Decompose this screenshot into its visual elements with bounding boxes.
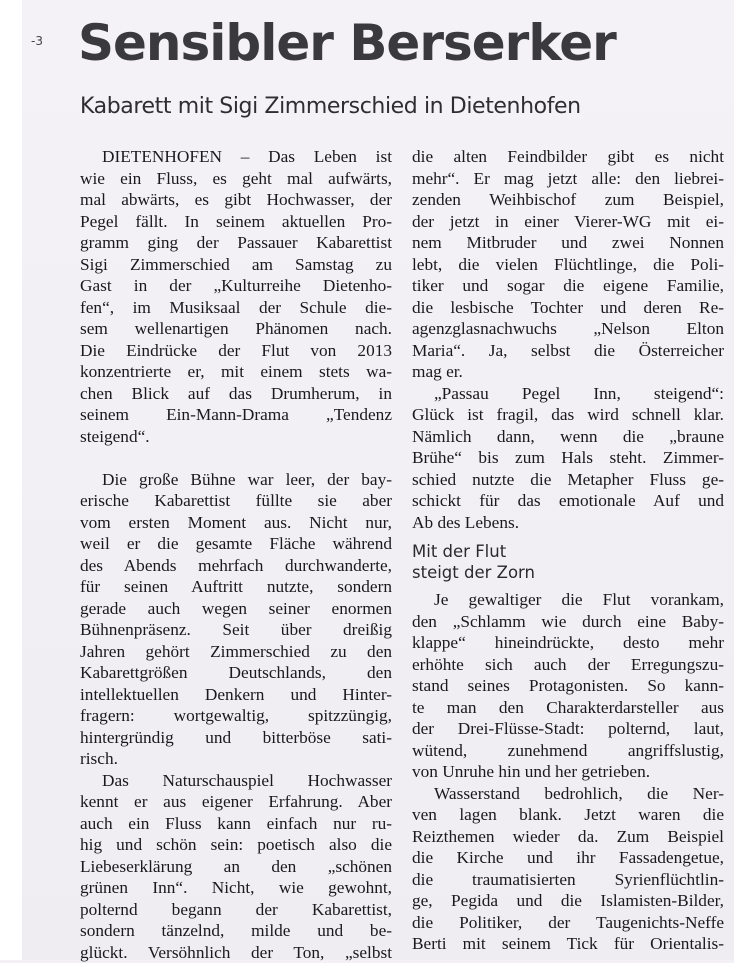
subheadline: Kabarett mit Sigi Zimmerschied in Dietenhofen [80,94,581,119]
text-line: von Unruhe hin und her getrieben. [412,761,724,783]
text-line: mal abwärts, es gibt Hochwasser, der [80,189,392,211]
text-line: intellektuellen Denkern und Hinter- [80,684,392,706]
text-line: weil er die gesamte Fläche während [80,533,392,555]
paragraph [412,383,724,534]
text-line: seinem Ein-Mann-Drama „Tendenz [80,404,392,426]
text-line: DIETENHOFEN – Das Leben ist [80,146,392,168]
subheading [412,541,724,583]
text-line: der jetzt in einer Vierer-WG mit ei- [412,211,724,233]
text-line: des Abends mehrfach durchwanderte, [80,555,392,577]
text-line: sem wellenartigen Phänomen nach. [80,318,392,340]
text-line: steigend“. [80,426,392,448]
text-line: Die große Bühne war leer, der bay- [80,469,392,491]
text-line: für seinen Auftritt nutzte, sondern [80,576,392,598]
text-line: mehr“. Er mag jetzt alle: den liebrei- [412,168,724,190]
text-line: die Kirche und ihr Fassadengetue, [412,847,724,869]
text-line: wie ein Fluss, es geht mal aufwärts, [80,168,392,190]
text-line: Berti mit seinem Tick für Orientalis- [412,933,724,955]
text-line: Reizthemen wieder da. Zum Beispiel [412,826,724,848]
text-line: Bühnenpräsenz. Seit über dreißig [80,619,392,641]
text-line: agenzglasnachwuchs „Nelson Elton [412,318,724,340]
text-line: die alten Feindbilder gibt es nicht [412,146,724,168]
text-line: Wasserstand bedrohlich, die Ner- [412,783,724,805]
text-line: Sigi Zimmerschied am Samstag zu [80,254,392,276]
text-line: Kabarettgrößen Deutschlands, den [80,662,392,684]
text-line: gramm ging der Passauer Kabarettist [80,232,392,254]
text-line: Die Eindrücke der Flut von 2013 [80,340,392,362]
paragraph [80,770,392,963]
text-line: Nämlich dann, wenn die „braune [412,426,724,448]
text-line: stand seines Protagonisten. So kann- [412,675,724,697]
text-line: ven lagen blank. Jetzt waren die [412,804,724,826]
text-line: fragern: wortgewaltig, spitzzüngig, [80,705,392,727]
text-line: „Passau Pegel Inn, steigend“: [412,383,724,405]
text-line: konzentrierte er, mit einem stets wa- [80,361,392,383]
article-column-left [80,146,392,963]
text-line: wütend, zunehmend angriffslustig, [412,740,724,762]
paragraph [412,589,724,783]
text-line: auch ein Fluss kann einfach nur ru- [80,813,392,835]
text-line: klappe“ hineindrückte, desto mehr [412,632,724,654]
text-line: ge, Pegida und die Islamisten-Bilder, [412,890,724,912]
text-line: Ab des Lebens. [412,512,724,534]
text-line: Das Naturschauspiel Hochwasser [80,770,392,792]
text-line: zenden Weihbischof zum Beispiel, [412,189,724,211]
text-line: Pegel fällt. In seinem aktuellen Pro- [80,211,392,233]
text-line: erische Kabarettist füllte sie aber [80,490,392,512]
text-line: tiker und sogar die eigene Familie, [412,275,724,297]
text-line: nem Mitbruder und zwei Nonnen [412,232,724,254]
text-line: schickt für das emotionale Auf und [412,490,724,512]
text-line: schied nutzte die Metapher Fluss ge- [412,469,724,491]
right-column-bottom [412,589,724,955]
text-line: Gast in der „Kulturreihe Dietenho- [80,275,392,297]
subheading-line: steigt der Zorn [412,562,724,583]
margin-mark: -3 [31,34,43,48]
text-line: vom ersten Moment aus. Nicht nur, [80,512,392,534]
text-line: Je gewaltiger die Flut vorankam, [412,589,724,611]
scan-edge [0,0,22,960]
text-line: die Politiker, der Taugenichts-Neffe [412,912,724,934]
paragraph [80,146,392,447]
text-line: erhöhte sich auch der Erregungszu- [412,654,724,676]
right-column-top [412,146,724,533]
subheading-line: Mit der Flut [412,541,724,562]
text-line: risch. [80,748,392,770]
text-line: die lesbische Tochter und deren Re- [412,297,724,319]
text-line: der Drei-Flüsse-Stadt: polternd, laut, [412,718,724,740]
text-line: mag er. [412,361,724,383]
text-line: fen“, im Musiksaal der Schule die- [80,297,392,319]
text-line: Jahren gehört Zimmerschied zu den [80,641,392,663]
text-line: sondern tänzelnd, milde und be- [80,920,392,942]
text-line: lebt, die vielen Flüchtlinge, die Poli- [412,254,724,276]
paragraph [412,146,724,383]
text-line: Liebeserklärung an den „schönen [80,856,392,878]
paragraph [412,783,724,955]
text-line: Brühe“ bis zum Hals steht. Zimmer- [412,447,724,469]
text-line: hig und schön sein: poetisch also die [80,834,392,856]
headline: Sensibler Berserker [78,14,616,72]
text-line: den „Schlamm wie durch eine Baby- [412,611,724,633]
paragraph [80,469,392,770]
text-line: chen Blick auf das Drumherum, in [80,383,392,405]
text-line: polternd begann der Kabarettist, [80,899,392,921]
article-column-right [412,146,724,955]
text-line: gerade auch wegen seiner enormen [80,598,392,620]
text-line: hintergründig und bitterböse sati- [80,727,392,749]
text-line: glückt. Versöhnlich der Ton, „selbst [80,942,392,963]
text-line: grünen Inn“. Nicht, wie gewohnt, [80,877,392,899]
text-line: te man den Charakterdarsteller aus [412,697,724,719]
text-line: Maria“. Ja, selbst die Österreicher [412,340,724,362]
text-line: Glück ist fragil, das wird schnell klar. [412,404,724,426]
text-line: kennt er aus eigener Erfahrung. Aber [80,791,392,813]
text-line: die traumatisierten Syrienflüchtlin- [412,869,724,891]
